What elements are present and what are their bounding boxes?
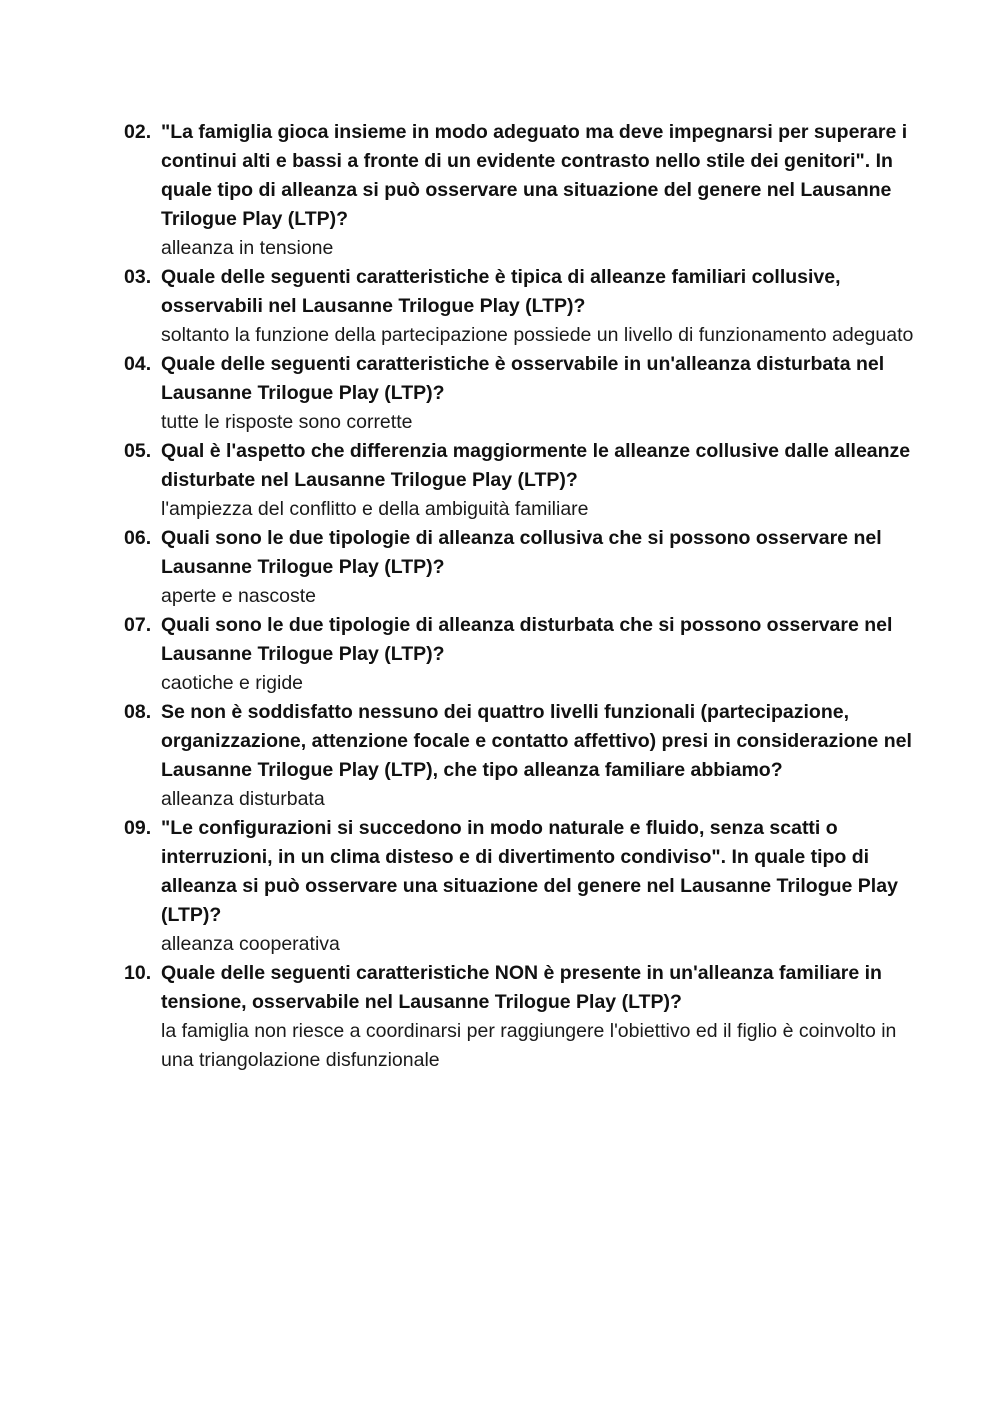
question-text: "La famiglia gioca insieme in modo adeguato ma deve impegnarsi per superare i continui alti e bassi a fronte di un evidente contrasto nello stile dei genitori". In quale tipo di alleanza si può osservare una situazione del genere nel Lausanne Trilogue Play (LTP)?	[161, 121, 908, 230]
question-number: 10.	[124, 962, 152, 984]
question-item-06	[124, 524, 914, 611]
question-item-10	[124, 959, 914, 1075]
question-text: Se non è soddisfatto nessuno dei quattro livelli funzionali (partecipazione, organizzazione, attenzione focale e contatto affettivo) presi in considerazione nel Lausanne Trilogue Play (LTP), che tipo alleanza familiare abbiamo?	[161, 701, 912, 781]
question-number: 07.	[124, 614, 152, 636]
question-item-08	[124, 698, 914, 814]
question-item-07	[124, 611, 914, 698]
question-number: 06.	[124, 527, 152, 549]
question-number: 03.	[124, 266, 152, 288]
question-item-05	[124, 437, 914, 524]
answer-text: l'ampiezza del conflitto e della ambiguità familiare	[161, 498, 589, 520]
answer-text: la famiglia non riesce a coordinarsi per raggiungere l'obiettivo ed il figlio è coinvolto in una triangolazione disfunzionale	[161, 1020, 897, 1071]
question-item-03	[124, 263, 914, 350]
question-text: Quale delle seguenti caratteristiche è osservabile in un'alleanza disturbata nel Lausanne Trilogue Play (LTP)?	[161, 353, 885, 404]
question-number: 04.	[124, 353, 152, 375]
answer-text: tutte le risposte sono corrette	[161, 411, 413, 433]
question-text: Quali sono le due tipologie di alleanza disturbata che si possono osservare nel Lausanne Trilogue Play (LTP)?	[161, 614, 893, 665]
question-text: "Le configurazioni si succedono in modo naturale e fluido, senza scatti o interruzioni, in un clima disteso e di divertimento condiviso". In quale tipo di alleanza si può osservare una situazione del genere nel Lausanne Trilogue Play (LTP)?	[161, 817, 898, 926]
answer-text: soltanto la funzione della partecipazione possiede un livello di funzionamento adeguato	[161, 324, 914, 346]
answer-text: aperte e nascoste	[161, 585, 317, 607]
question-number: 02.	[124, 121, 152, 143]
question-text: Quali sono le due tipologie di alleanza collusiva che si possono osservare nel Lausanne Trilogue Play (LTP)?	[161, 527, 882, 578]
question-item-09	[124, 814, 914, 959]
question-number: 08.	[124, 701, 152, 723]
question-text: Qual è l'aspetto che differenzia maggiormente le alleanze collusive dalle alleanze disturbate nel Lausanne Trilogue Play (LTP)?	[161, 440, 911, 491]
question-number: 09.	[124, 817, 152, 839]
question-text: Quale delle seguenti caratteristiche NON è presente in un'alleanza familiare in tensione, osservabile nel Lausanne Trilogue Play (LTP)?	[161, 962, 882, 1013]
question-item-04	[124, 350, 914, 437]
answer-text: alleanza in tensione	[161, 237, 334, 259]
question-list	[124, 118, 914, 1075]
question-item-02	[124, 118, 914, 263]
answer-text: caotiche e rigide	[161, 672, 304, 694]
answer-text: alleanza cooperativa	[161, 933, 340, 955]
question-number: 05.	[124, 440, 152, 462]
answer-text: alleanza disturbata	[161, 788, 325, 810]
question-text: Quale delle seguenti caratteristiche è tipica di alleanze familiari collusive, osservabili nel Lausanne Trilogue Play (LTP)?	[161, 266, 841, 317]
